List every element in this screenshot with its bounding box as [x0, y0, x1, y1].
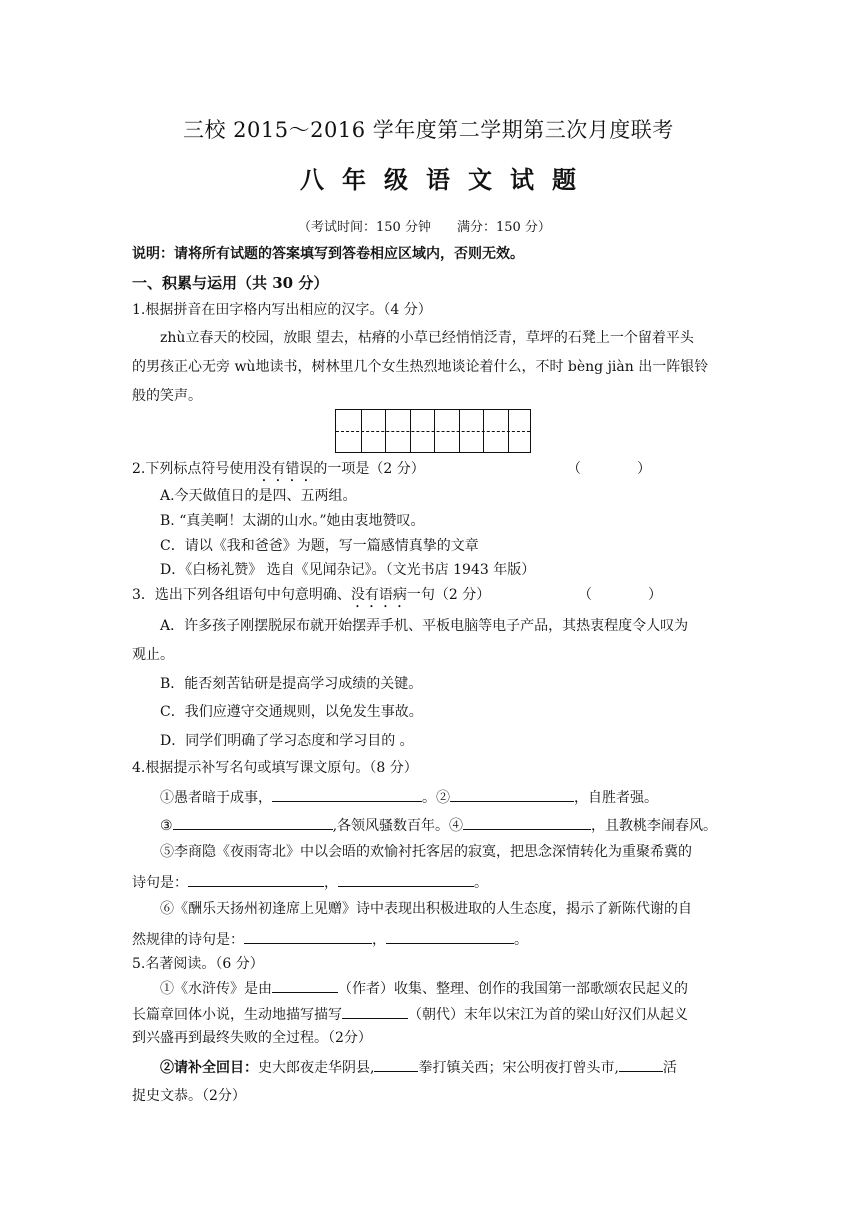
q3-prefix: 3．选出下列各组语句中句意明确、: [132, 587, 351, 603]
subject-title: 八年级语文试题: [300, 165, 594, 194]
q4-text: 诗句是：: [132, 875, 188, 891]
q3-option: A．许多孩子刚摆脱尿布就开始摆弄手机、平板电脑等电子产品，其热衷程度令人叹为: [160, 618, 689, 634]
q3-option: C．我们应遵守交通规则，以免发生事故。: [160, 704, 423, 720]
q1-passage-line: zhù立春天的校园，放眼 望去，枯瘠的小草已经悄悄泛青，草坪的石凳上一个留着平头: [160, 330, 694, 346]
q3-option: 观止。: [132, 647, 174, 663]
q4-text: ①愚者暗于成事，: [160, 790, 272, 806]
q3-answer-bracket[interactable]: （ ）: [578, 587, 662, 603]
q4-text: ，: [372, 932, 386, 948]
q5-text: 史大郎夜走华阴县,: [258, 1060, 375, 1076]
q4-text: ，自胜者强。: [574, 790, 658, 806]
q3-emphasis: 没有语病: [350, 587, 407, 603]
q5-text: （作者）收集、整理、创作的我国第一部歌颂农民起义的: [338, 981, 688, 997]
q5-label: ②请补全回目：: [160, 1060, 258, 1076]
q4-text: 。②: [422, 790, 450, 806]
q1-passage-line: 般的笑声。: [132, 388, 202, 404]
q2-prompt: [132, 460, 425, 485]
q4-text: 。: [514, 932, 528, 948]
answer-blank[interactable]: [188, 872, 324, 887]
grid-divider: [434, 410, 459, 452]
q2-suffix: 的一项是（2 分）: [313, 461, 425, 477]
tianzige-answer-grid[interactable]: [335, 409, 531, 453]
q1-passage-line: 的男孩正心无旁 wù地读书，树林里几个女生热烈地谈论着什么，不时 bèng jiàn 出一阵银铃: [132, 359, 709, 375]
q2-emphasis: 没有错误: [257, 461, 314, 477]
q2-option: B. “真美啊！太湖的山水。”她由衷地赞叹。: [160, 513, 425, 529]
q4-prompt: 4.根据提示补写名句或填写课文原句。（8 分）: [132, 760, 418, 776]
answer-blank[interactable]: [463, 815, 591, 830]
answer-blank[interactable]: [272, 978, 338, 993]
q2-option: C．请以《我和爸爸》为题，写一篇感情真挚的文章: [160, 538, 479, 554]
q5-text: ①《水浒传》是由: [160, 981, 272, 997]
q4-line: [132, 872, 488, 892]
q2-answer-bracket[interactable]: （ ）: [567, 461, 651, 477]
section-heading: 一、积累与运用（共 30 分）: [132, 274, 329, 292]
answer-blank[interactable]: [342, 1004, 408, 1019]
answer-blank[interactable]: [386, 929, 514, 944]
q2-prefix: 2.下列标点符号使用: [132, 461, 258, 477]
q2-option: D．《白杨礼赞》 选自《见闻杂记》。（文光书店 1943 年版）: [160, 562, 536, 578]
q5-line: [160, 978, 688, 998]
exam-info: （考试时间：150 分钟 满分：150 分）: [298, 220, 551, 235]
q4-text: ，: [324, 875, 338, 891]
q4-text: ③: [160, 818, 173, 834]
answer-blank[interactable]: [272, 787, 422, 802]
grid-divider: [508, 410, 533, 452]
q5-prompt: 5.名著阅读。（6 分）: [132, 956, 264, 972]
q4-line: [160, 787, 658, 807]
q5-line: 捉史文恭。（2分）: [132, 1088, 246, 1104]
exam-title: 三校 2015～2016 学年度第二学期第三次月度联考: [183, 118, 674, 142]
q4-text: ,各领风骚数百年。④: [332, 818, 464, 834]
q4-text: ，且教桃李闹春风。: [591, 818, 718, 834]
answer-blank[interactable]: [450, 787, 574, 802]
instruction: 说明：请将所有试题的答案填写到答卷相应区域内，否则无效。: [132, 246, 524, 262]
grid-divider: [483, 410, 508, 452]
grid-divider: [459, 410, 484, 452]
answer-blank[interactable]: [173, 815, 333, 830]
grid-divider: [361, 410, 386, 452]
q3-option: B．能否刻苦钻研是提高学习成绩的关键。: [160, 676, 423, 692]
grid-divider: [385, 410, 410, 452]
q5-line: [160, 1057, 677, 1077]
q5-text: 长篇章回体小说，生动地描写描写: [132, 1007, 342, 1023]
q4-line: [160, 815, 717, 835]
q4-text: 。: [474, 875, 488, 891]
q5-text: （朝代）末年以宋江为首的梁山好汉们从起义: [408, 1007, 688, 1023]
q1-prompt: 1.根据拼音在田字格内写出相应的汉字。（4 分）: [132, 302, 432, 318]
q3-prompt: [132, 586, 490, 611]
q4-line: [132, 929, 528, 949]
q5-text: 拳打镇关西；宋公明夜打曾头市,: [418, 1060, 619, 1076]
q4-text: 然规律的诗句是：: [132, 932, 244, 948]
answer-blank[interactable]: [244, 929, 372, 944]
answer-blank[interactable]: [619, 1057, 663, 1072]
q4-line: ⑥《酬乐天扬州初逢席上见赠》诗中表现出积极进取的人生态度，揭示了新陈代谢的自: [160, 901, 692, 917]
q5-line: 到兴盛再到最终失败的全过程。（2分）: [132, 1030, 372, 1046]
grid-divider: [410, 410, 435, 452]
q5-line: [132, 1004, 688, 1024]
answer-blank[interactable]: [374, 1057, 418, 1072]
q2-option: A.今天做值日的是四、五两组。: [160, 488, 357, 504]
q3-option: D．同学们明确了学习态度和学习目的 。: [160, 733, 414, 749]
q3-suffix: 一句（2 分）: [406, 587, 491, 603]
q4-line: ⑤李商隐《夜雨寄北》中以会晤的欢愉衬托客居的寂寞，把思念深情转化为重聚希冀的: [160, 844, 692, 860]
q5-text: 活: [662, 1060, 677, 1076]
answer-blank[interactable]: [338, 872, 474, 887]
